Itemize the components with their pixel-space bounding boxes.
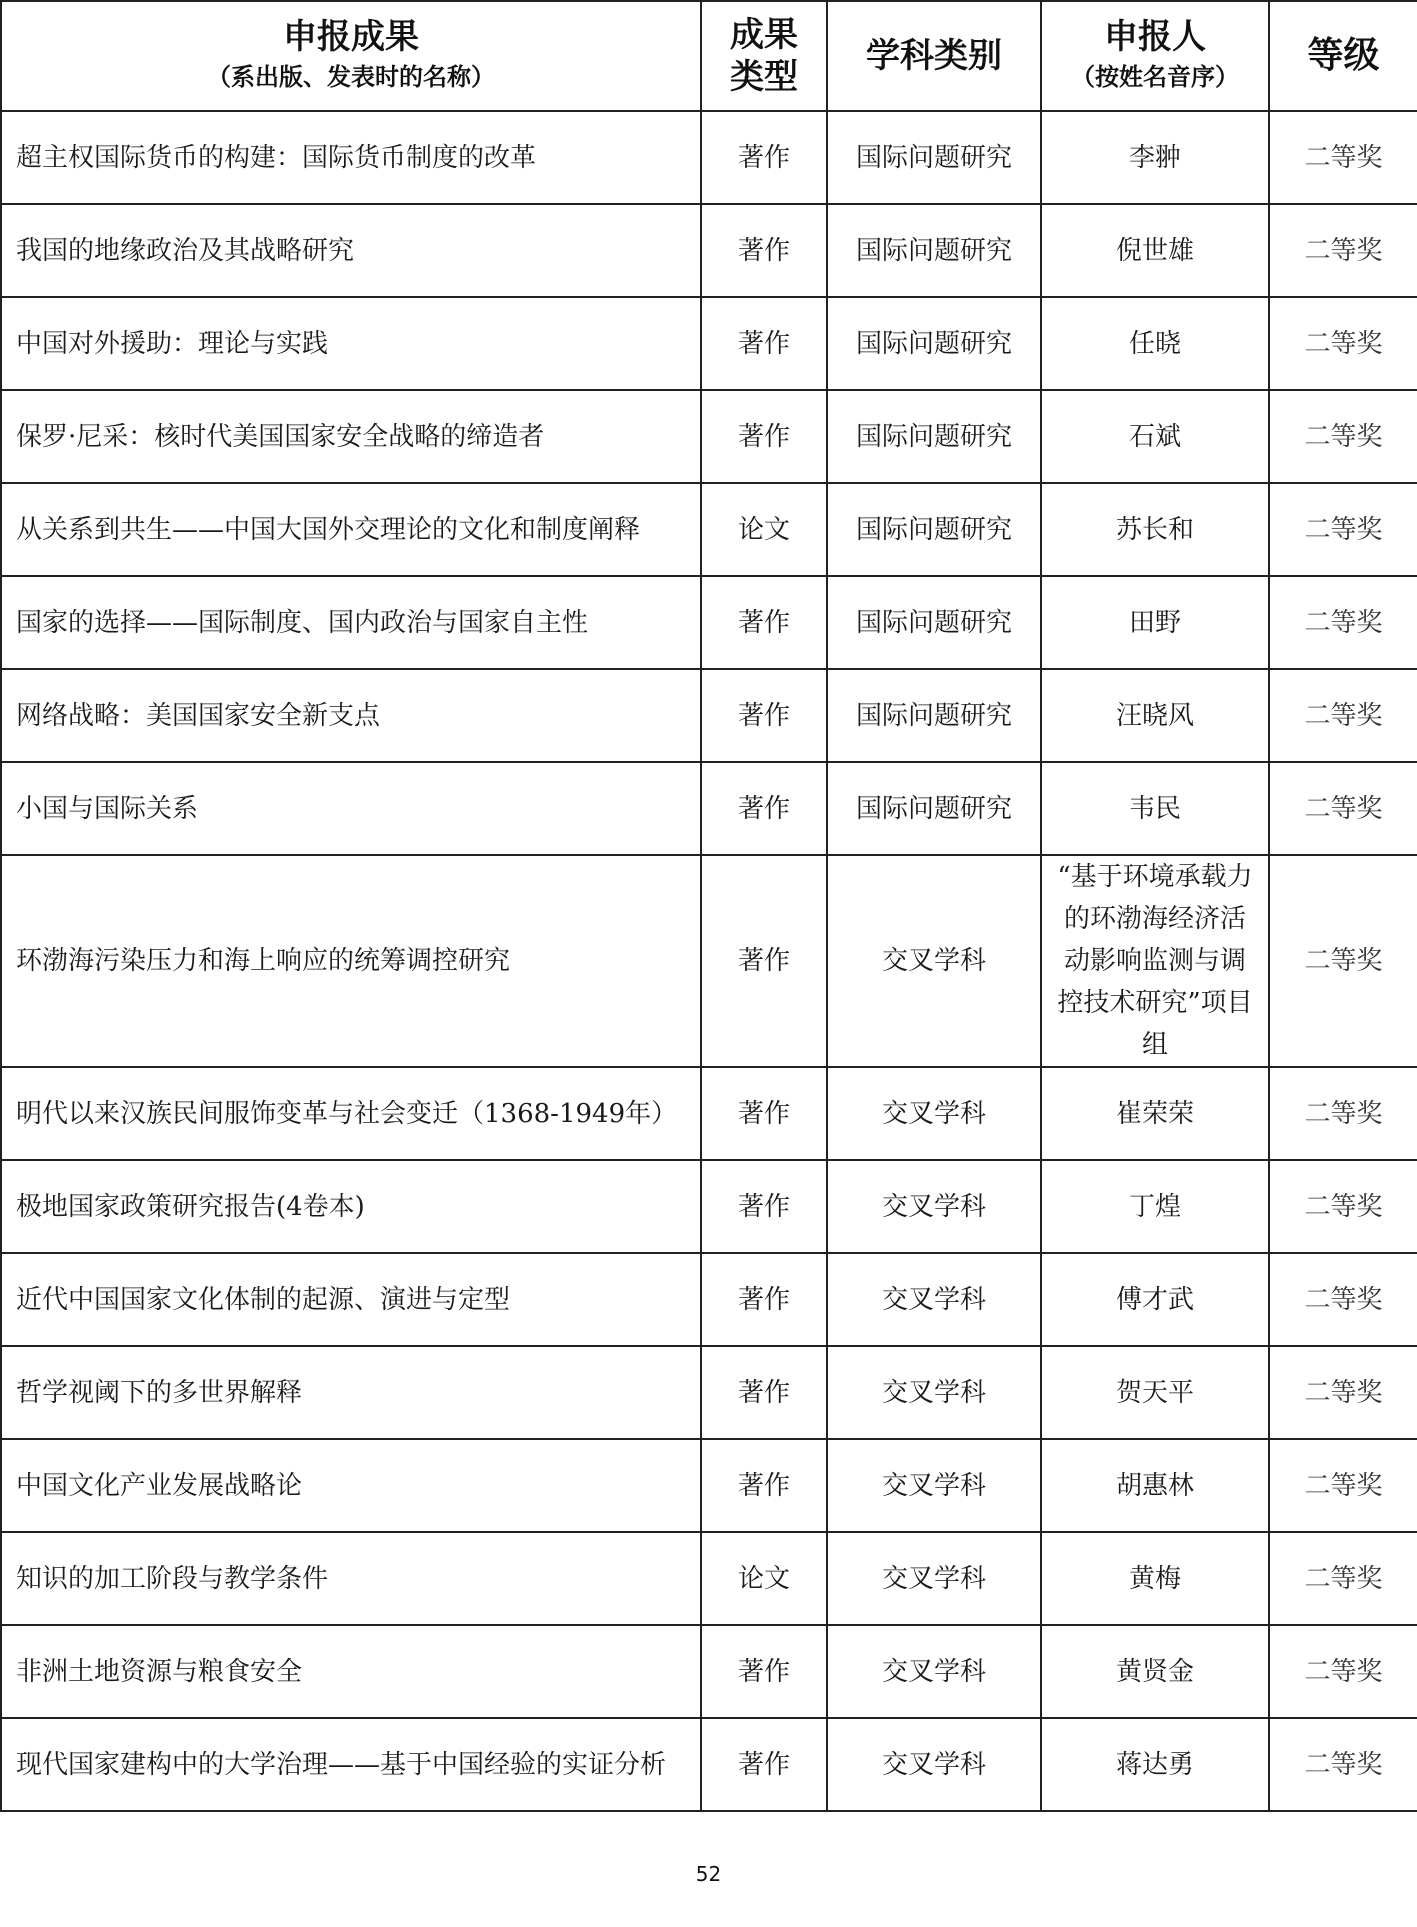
- header-type-cell: [701, 1, 827, 111]
- applicant: 黄贤金: [1041, 1625, 1269, 1718]
- header-applicant-sub: （按姓名音序）: [1071, 63, 1239, 91]
- result-title: 现代国家建构中的大学治理——基于中国经验的实证分析: [1, 1718, 701, 1811]
- result-type: 著作: [701, 390, 827, 483]
- applicant: “基于环境承载力的环渤海经济活动影响监测与调控技术研究”项目组: [1041, 855, 1269, 1067]
- grade: 二等奖: [1269, 1253, 1417, 1346]
- table-row: [1, 1439, 1417, 1532]
- discipline: 国际问题研究: [827, 669, 1041, 762]
- header-title-main: 申报成果: [283, 17, 419, 57]
- grade: 二等奖: [1269, 297, 1417, 390]
- discipline: 国际问题研究: [827, 762, 1041, 855]
- result-type: 论文: [701, 1532, 827, 1625]
- grade: 二等奖: [1269, 111, 1417, 204]
- result-type: 著作: [701, 1160, 827, 1253]
- header-grade: 等级: [1307, 35, 1380, 76]
- discipline: 交叉学科: [827, 1625, 1041, 1718]
- result-title: 从关系到共生——中国大国外交理论的文化和制度阐释: [1, 483, 701, 576]
- header-grade-cell: [1269, 1, 1417, 111]
- table-header-row: [1, 1, 1417, 111]
- result-title: 网络战略：美国国家安全新支点: [1, 669, 701, 762]
- applicant: 苏长和: [1041, 483, 1269, 576]
- table-row: [1, 204, 1417, 297]
- result-type: 著作: [701, 1625, 827, 1718]
- page-number: 52: [695, 1862, 722, 1886]
- applicant: 田野: [1041, 576, 1269, 669]
- header-applicant-cell: [1041, 1, 1269, 111]
- table-row: [1, 1346, 1417, 1439]
- grade: 二等奖: [1269, 483, 1417, 576]
- discipline: 交叉学科: [827, 1253, 1041, 1346]
- discipline: 国际问题研究: [827, 483, 1041, 576]
- result-type: 著作: [701, 1253, 827, 1346]
- table-row: [1, 1160, 1417, 1253]
- applicant: 蒋达勇: [1041, 1718, 1269, 1811]
- applicant: 贺天平: [1041, 1346, 1269, 1439]
- applicant: 黄梅: [1041, 1532, 1269, 1625]
- table-row: [1, 297, 1417, 390]
- table-row: [1, 390, 1417, 483]
- grade: 二等奖: [1269, 762, 1417, 855]
- applicant: 石斌: [1041, 390, 1269, 483]
- header-title-cell: [1, 1, 701, 111]
- result-type: 著作: [701, 204, 827, 297]
- discipline: 国际问题研究: [827, 204, 1041, 297]
- grade: 二等奖: [1269, 1346, 1417, 1439]
- result-title: 哲学视阈下的多世界解释: [1, 1346, 701, 1439]
- discipline: 国际问题研究: [827, 390, 1041, 483]
- result-title: 小国与国际关系: [1, 762, 701, 855]
- grade: 二等奖: [1269, 1625, 1417, 1718]
- grade: 二等奖: [1269, 1532, 1417, 1625]
- discipline: 交叉学科: [827, 1067, 1041, 1160]
- grade: 二等奖: [1269, 1718, 1417, 1811]
- result-title: 极地国家政策研究报告(4卷本): [1, 1160, 701, 1253]
- applicant: 韦民: [1041, 762, 1269, 855]
- result-title: 近代中国国家文化体制的起源、演进与定型: [1, 1253, 701, 1346]
- grade: 二等奖: [1269, 1439, 1417, 1532]
- table-row: [1, 483, 1417, 576]
- result-type: 著作: [701, 1346, 827, 1439]
- result-type: 著作: [701, 1718, 827, 1811]
- result-title: 超主权国际货币的构建：国际货币制度的改革: [1, 111, 701, 204]
- table-row: [1, 855, 1417, 1067]
- header-applicant-main: 申报人: [1104, 17, 1206, 57]
- grade: 二等奖: [1269, 1067, 1417, 1160]
- result-title: 我国的地缘政治及其战略研究: [1, 204, 701, 297]
- header-discipline: 学科类别: [866, 36, 1002, 76]
- header-type-line2: 类型: [730, 57, 798, 97]
- header-title-sub: （系出版、发表时的名称）: [207, 63, 495, 91]
- result-title: 环渤海污染压力和海上响应的统筹调控研究: [1, 855, 701, 1067]
- applicant: 倪世雄: [1041, 204, 1269, 297]
- table-row: [1, 669, 1417, 762]
- result-type: 著作: [701, 855, 827, 1067]
- header-type-line1: 成果: [730, 15, 798, 55]
- discipline: 交叉学科: [827, 1346, 1041, 1439]
- result-title: 明代以来汉族民间服饰变革与社会变迁（1368-1949年）: [1, 1067, 701, 1160]
- result-type: 论文: [701, 483, 827, 576]
- grade: 二等奖: [1269, 1160, 1417, 1253]
- applicant: 汪晓风: [1041, 669, 1269, 762]
- applicant: 胡惠林: [1041, 1439, 1269, 1532]
- discipline: 交叉学科: [827, 1439, 1041, 1532]
- table-row: [1, 576, 1417, 669]
- applicant: 李翀: [1041, 111, 1269, 204]
- result-type: 著作: [701, 1067, 827, 1160]
- applicant: 任晓: [1041, 297, 1269, 390]
- result-type: 著作: [701, 669, 827, 762]
- result-title: 非洲土地资源与粮食安全: [1, 1625, 701, 1718]
- table-row: [1, 1253, 1417, 1346]
- grade: 二等奖: [1269, 390, 1417, 483]
- result-title: 保罗·尼采：核时代美国国家安全战略的缔造者: [1, 390, 701, 483]
- discipline: 国际问题研究: [827, 576, 1041, 669]
- result-type: 著作: [701, 576, 827, 669]
- grade: 二等奖: [1269, 669, 1417, 762]
- result-title: 知识的加工阶段与教学条件: [1, 1532, 701, 1625]
- discipline: 交叉学科: [827, 1718, 1041, 1811]
- applicant: 丁煌: [1041, 1160, 1269, 1253]
- applicant: 崔荣荣: [1041, 1067, 1269, 1160]
- table-row: [1, 1067, 1417, 1160]
- result-type: 著作: [701, 297, 827, 390]
- discipline: 国际问题研究: [827, 111, 1041, 204]
- result-title: 中国文化产业发展战略论: [1, 1439, 701, 1532]
- result-title: 国家的选择——国际制度、国内政治与国家自主性: [1, 576, 701, 669]
- table-row: [1, 762, 1417, 855]
- applicant: 傅才武: [1041, 1253, 1269, 1346]
- discipline: 交叉学科: [827, 855, 1041, 1067]
- table-row: [1, 1718, 1417, 1811]
- grade: 二等奖: [1269, 204, 1417, 297]
- header-discipline-cell: [827, 1, 1041, 111]
- result-title: 中国对外援助：理论与实践: [1, 297, 701, 390]
- discipline: 交叉学科: [827, 1160, 1041, 1253]
- table-row: [1, 1532, 1417, 1625]
- result-type: 著作: [701, 1439, 827, 1532]
- table-row: [1, 111, 1417, 204]
- table-row: [1, 1625, 1417, 1718]
- grade: 二等奖: [1269, 576, 1417, 669]
- discipline: 国际问题研究: [827, 297, 1041, 390]
- grade: 二等奖: [1269, 855, 1417, 1067]
- result-type: 著作: [701, 111, 827, 204]
- result-type: 著作: [701, 762, 827, 855]
- discipline: 交叉学科: [827, 1532, 1041, 1625]
